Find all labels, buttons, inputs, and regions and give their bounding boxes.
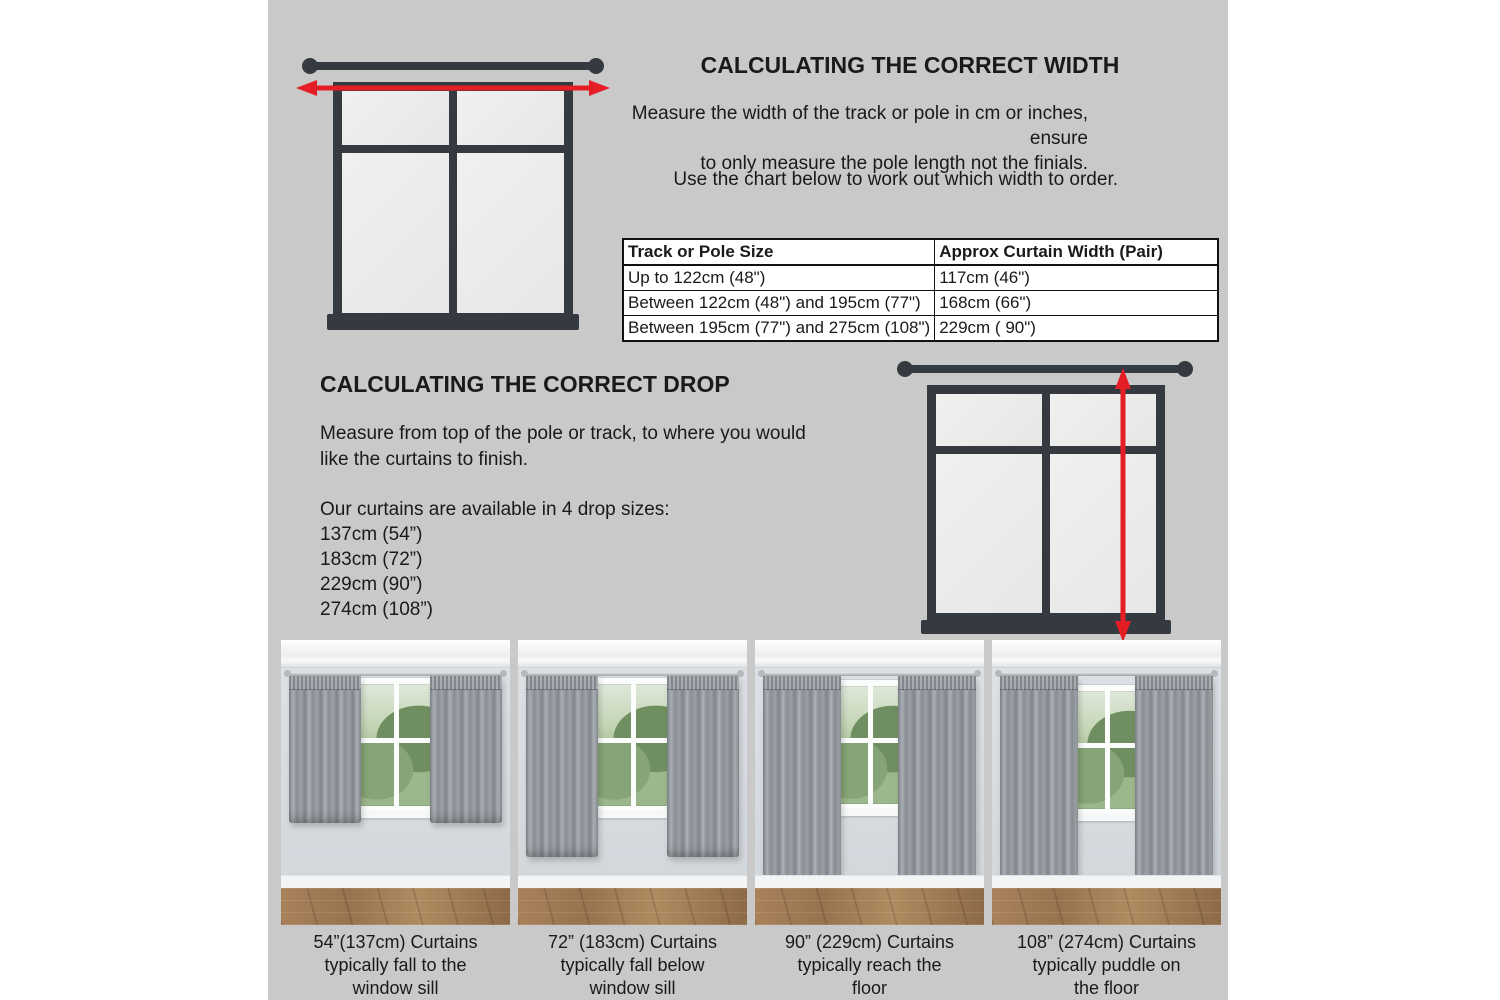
drop-sizes-intro: Our curtains are available in 4 drop sizes: <box>320 499 670 520</box>
caption-line: typically reach the <box>797 955 942 975</box>
photo-108in-curtains <box>992 640 1221 925</box>
wood-floor <box>518 888 747 925</box>
window-pane <box>342 91 449 145</box>
window-mullion <box>868 686 873 804</box>
size-table-cell: Between 195cm (77") and 275cm (108") <box>623 316 935 342</box>
size-table-header-pole: Track or Pole Size <box>623 239 935 265</box>
caption-line: the floor <box>1073 978 1140 998</box>
pencil-pleat-tape <box>1135 676 1213 690</box>
pole-finial-right <box>1177 361 1193 377</box>
photo-caption-90in <box>755 931 984 1000</box>
pencil-pleat-tape <box>430 676 502 690</box>
curtain-right <box>667 676 739 857</box>
drop-measure-illustration <box>888 356 1202 646</box>
drop-section-paragraph <box>320 421 806 473</box>
pencil-pleat-tape <box>526 676 598 690</box>
caption-line: floor <box>851 978 887 998</box>
skirting-board <box>992 875 1221 889</box>
photo-72in-curtains <box>518 640 747 925</box>
pole-finial-left <box>302 58 318 74</box>
caption-line: 108” (274cm) Curtains <box>1016 932 1197 952</box>
window-mullion <box>631 684 636 806</box>
window-pane <box>457 91 564 145</box>
width-section-note: Use the chart below to work out which width to order. <box>673 169 1118 190</box>
width-paragraph-line2: to only measure the pole length not the finials. <box>700 153 1088 174</box>
caption-line: 90” (229cm) Curtains <box>784 932 955 952</box>
drop-paragraph-line2: like the curtains to finish. <box>320 449 529 470</box>
crown-molding <box>281 640 510 668</box>
pencil-pleat-tape <box>289 676 361 690</box>
drop-size-item: 137cm (54”) <box>320 524 423 545</box>
curtain-left <box>526 676 598 857</box>
window-sill-graphic <box>327 314 579 330</box>
window-pane <box>457 153 564 313</box>
width-section-paragraph <box>610 101 1088 176</box>
window-pane <box>936 394 1042 446</box>
size-table-row <box>623 316 1218 342</box>
caption-line: 72” (183cm) Curtains <box>547 932 718 952</box>
size-table-cell: Up to 122cm (48") <box>623 265 935 291</box>
width-paragraph-line1: Measure the width of the track or pole in cm or inches, ensure <box>631 103 1088 149</box>
pencil-pleat-tape <box>898 676 976 690</box>
caption-line: window sill <box>589 978 676 998</box>
width-section-title: CALCULATING THE CORRECT WIDTH <box>700 52 1120 78</box>
photo-caption-108in <box>992 931 1221 1000</box>
caption-line: typically fall to the <box>324 955 467 975</box>
size-table <box>622 238 1219 342</box>
curtain-right <box>898 676 976 898</box>
caption-line: typically puddle on <box>1032 955 1181 975</box>
crown-molding <box>755 640 984 668</box>
drop-section-title: CALCULATING THE CORRECT DROP <box>320 371 730 397</box>
wood-floor <box>281 888 510 925</box>
curtain-pole-graphic <box>310 62 596 70</box>
pole-finial-left <box>897 361 913 377</box>
window-graphic <box>333 82 573 322</box>
photo-caption-54in <box>281 931 510 1000</box>
caption-line: typically fall below <box>560 955 705 975</box>
size-table-cell: 168cm (66") <box>935 291 1218 316</box>
size-table-row <box>623 291 1218 316</box>
drop-sizes-list <box>320 497 670 622</box>
measure-width-arrow-icon <box>294 78 612 98</box>
width-measure-illustration <box>292 52 614 336</box>
size-table-header-width: Approx Curtain Width (Pair) <box>935 239 1218 265</box>
curtain-left <box>1000 676 1078 908</box>
skirting-board <box>755 875 984 889</box>
curtain-right <box>430 676 502 823</box>
photo-caption-72in <box>518 931 747 1000</box>
pencil-pleat-tape <box>1000 676 1078 690</box>
wood-floor <box>992 888 1221 925</box>
size-table-cell: 229cm ( 90") <box>935 316 1218 342</box>
skirting-board <box>281 875 510 889</box>
pole-finial-right <box>588 58 604 74</box>
drop-size-item: 274cm (108”) <box>320 599 433 620</box>
measure-drop-arrow-icon <box>1109 366 1137 644</box>
size-table-header-row <box>623 239 1218 265</box>
window-mullion <box>1105 691 1110 809</box>
curtain-left <box>763 676 841 898</box>
window-pane <box>1050 454 1156 613</box>
crown-molding <box>518 640 747 668</box>
curtain-left <box>289 676 361 823</box>
drop-size-item: 183cm (72”) <box>320 549 423 570</box>
caption-line: window sill <box>352 978 439 998</box>
window-pane <box>936 454 1042 613</box>
photo-90in-curtains <box>755 640 984 925</box>
size-table-cell: Between 122cm (48") and 195cm (77") <box>623 291 935 316</box>
pencil-pleat-tape <box>763 676 841 690</box>
size-table-cell: 117cm (46") <box>935 265 1218 291</box>
photo-54in-curtains <box>281 640 510 925</box>
size-table-row <box>623 265 1218 291</box>
pencil-pleat-tape <box>667 676 739 690</box>
window-pane <box>342 153 449 313</box>
window-mullion <box>394 684 399 806</box>
window-pane <box>1050 394 1156 446</box>
curtain-right <box>1135 676 1213 908</box>
caption-line: 54”(137cm) Curtains <box>313 932 478 952</box>
curtain-photo-row <box>281 640 1221 925</box>
wood-floor <box>755 888 984 925</box>
curtain-pole-graphic <box>906 365 1184 373</box>
drop-paragraph-line1: Measure from top of the pole or track, to where you would <box>320 423 806 444</box>
caption-row <box>281 931 1221 1000</box>
skirting-board <box>518 875 747 889</box>
drop-size-item: 229cm (90”) <box>320 574 423 595</box>
crown-molding <box>992 640 1221 668</box>
